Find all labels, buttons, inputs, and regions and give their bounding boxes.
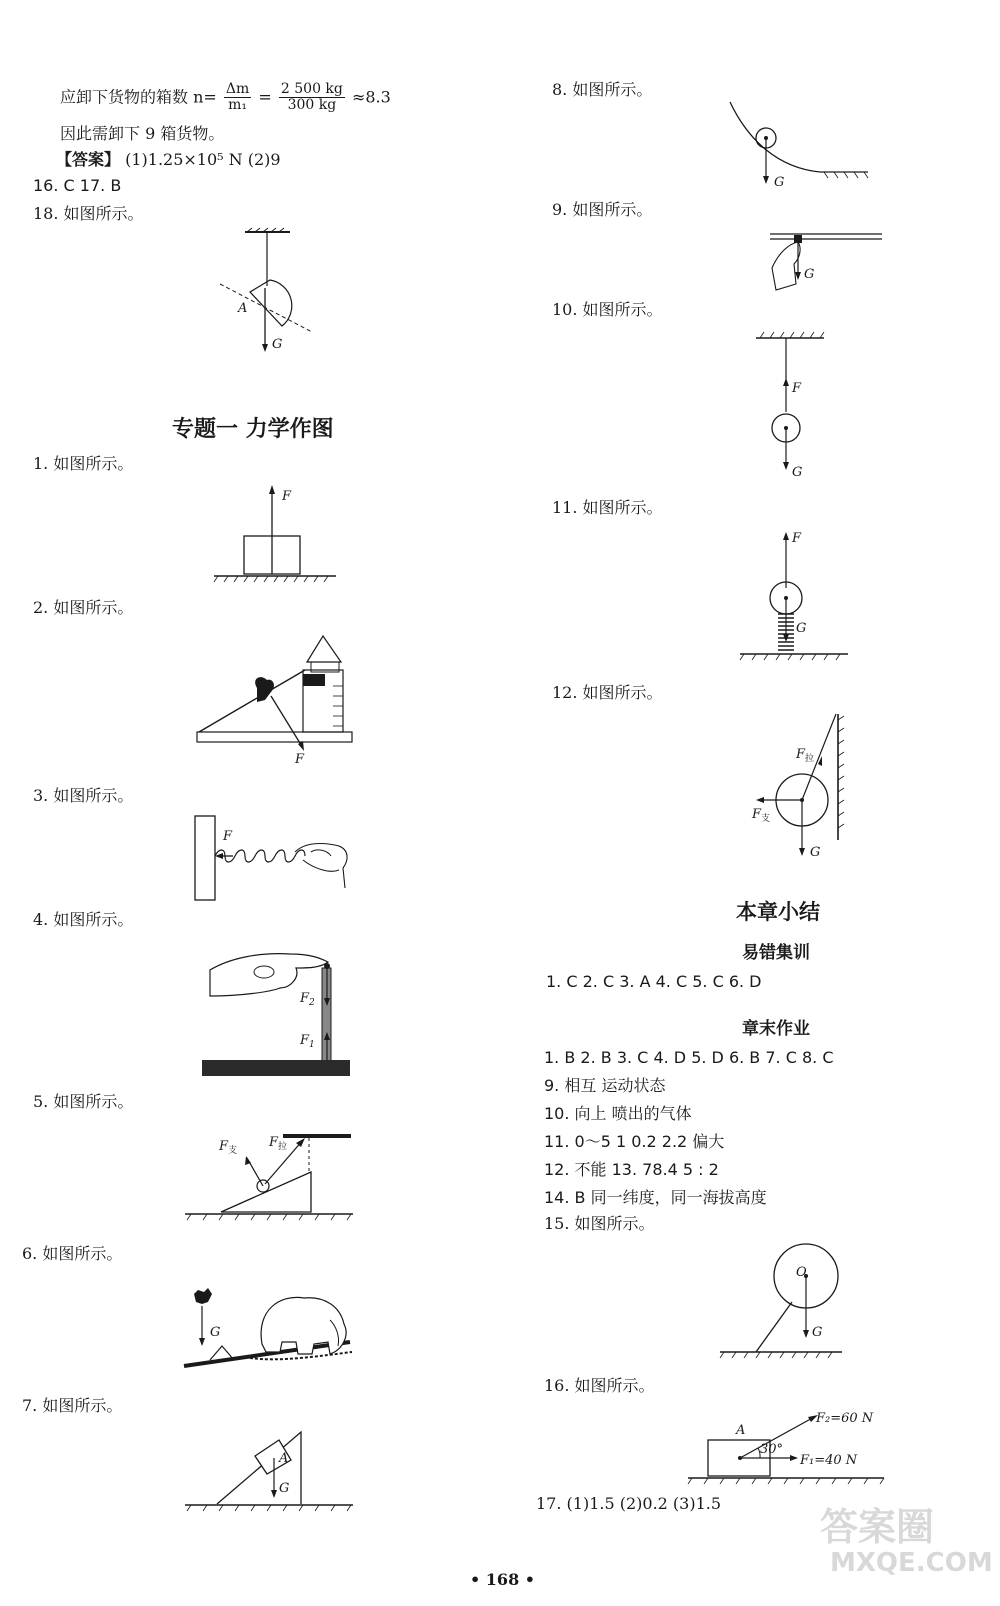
label-o: O [796,1265,807,1280]
answer-17: 17. (1)1.5 (2)0.2 (3)1.5 [536,1494,722,1513]
figure-15-ball-rope [716,1240,846,1360]
item-4: 4. 如图所示。 [33,910,134,929]
figure-4-finger [200,938,355,1078]
label-f: F [792,531,802,546]
subheading-homework: 章末作业 [742,1019,810,1039]
figure-12-ball-wall [746,708,856,868]
label-f: F [792,381,802,396]
answers-homework: 1. B 2. B 3. C 4. D 5. D 6. B 7. C 8. C [544,1048,834,1067]
answers-16-17: 16. C 17. B [33,176,122,195]
item-9: 9. 如图所示。 [552,200,653,219]
label-f: F [295,752,305,767]
label-a: A [736,1423,746,1438]
item-11: 11. 如图所示。 [552,498,663,517]
label-f1: $F_1$ [300,1033,315,1050]
label-g: G [812,1325,823,1340]
figure-1-block [210,480,350,590]
answer-14: 14. B 同一纬度，同一海拔高度 [544,1188,767,1207]
figure-16-forces [688,1406,888,1486]
figure-10-hanging-ball [752,330,832,480]
answers-errors: 1. C 2. C 3. A 4. C 5. C 6. D [546,972,762,991]
answer-11: 11. 0～5 1 0.2 2.2 偏大 [544,1132,725,1151]
label-g: G [279,1481,290,1496]
figure-7-block-incline [183,1418,358,1513]
item-3: 3. 如图所示。 [33,786,134,805]
item-6: 6. 如图所示。 [22,1244,123,1263]
figure-2-slide [195,630,360,770]
label-a: A [238,301,248,316]
label-f-support: $F_支$ [752,807,771,824]
answer-15: 15. 如图所示。 [544,1214,655,1233]
label-a: A [279,1451,289,1466]
page-number: • 168 • [470,1570,535,1589]
figure-6-elephant-seesaw [180,1280,360,1375]
item-2: 2. 如图所示。 [33,598,134,617]
label-angle: 30° [760,1442,784,1457]
label-f-pull: $F_拉$ [269,1135,288,1152]
label-g: G [210,1325,221,1340]
label-g: G [272,337,283,352]
answer-10: 10. 向上 喷出的气体 [544,1104,692,1123]
label-g: G [804,267,815,282]
figure-18-pendulum [210,228,330,358]
figure-11-spring-ball [734,526,854,666]
label-g: G [792,465,803,480]
label-f: F [282,489,292,504]
label-f-pull: $F_拉$ [796,747,815,764]
item-5: 5. 如图所示。 [33,1092,134,1111]
item-1: 1. 如图所示。 [33,454,134,473]
label-g: G [796,621,807,636]
answer-16: 16. 如图所示。 [544,1376,655,1395]
figure-3-spring [193,812,358,907]
label-f: F [223,829,233,844]
conclusion: 因此需卸下 9 箱货物。 [60,124,225,143]
chapter-title: 本章小结 [736,899,820,924]
label-f-support: $F_支$ [219,1139,238,1156]
label-f2: $F_2$ [300,991,315,1008]
label-f1-value: F₁=40 N [800,1453,858,1468]
item-18: 18. 如图所示。 [33,204,144,223]
watermark-logo: 答案圈 [820,1505,935,1549]
answer-12-13: 12. 不能 13. 78.4 5 : 2 [544,1160,719,1179]
watermark-url: MXQE.COM [830,1548,993,1578]
answer-line: 【答案】 (1)1.25×10⁵ N (2)9 [56,150,281,169]
label-g: G [810,845,821,860]
calc-line: 应卸下货物的箱数 n= $\frac{\Delta m}{\text{m₁}}$ = $\frac{2 500 kg}{300 kg}$ ≈8.3 [60,81,391,114]
answer-9: 9. 相互 运动状态 [544,1076,666,1095]
item-10: 10. 如图所示。 [552,300,663,319]
item-7: 7. 如图所示。 [22,1396,123,1415]
fraction-delta-m: $\frac{\Delta m}{\text{m₁}}$ [225,81,250,114]
label-g: G [774,175,785,190]
fraction-values: $\frac{2 500 kg}{300 kg}$ [280,81,343,114]
label-f2-value: F₂=60 N [816,1411,874,1426]
item-12: 12. 如图所示。 [552,683,663,702]
figure-9-hand-bar [768,228,886,298]
subheading-errors: 易错集训 [742,943,810,963]
section-title: 专题一 力学作图 [172,416,334,442]
figure-8-ball-curve [728,100,873,190]
item-8: 8. 如图所示。 [552,80,653,99]
figure-5-incline [183,1128,358,1223]
